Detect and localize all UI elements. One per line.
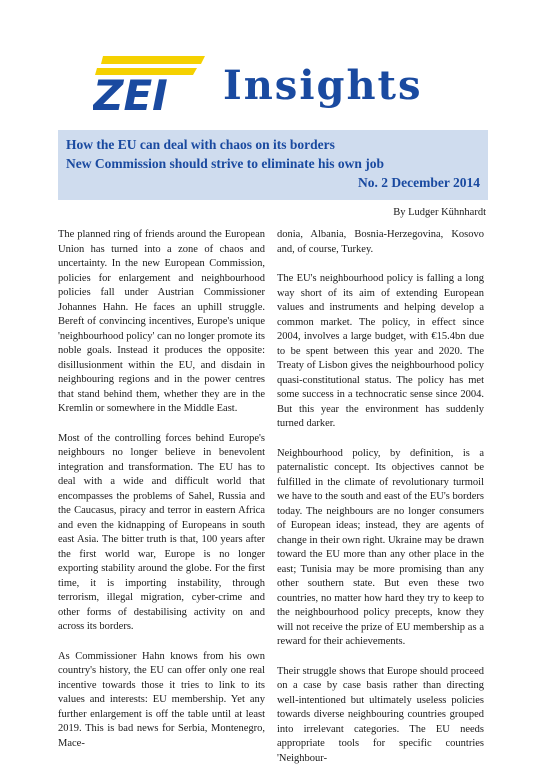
title-banner: [58, 130, 488, 200]
logo-insights-text: Insights: [223, 62, 423, 109]
paragraph: Neighbourhood policy, by definition, is a paternalistic concept. Its objectives cannot be fulfilled in the climate of revolutionary turmoil we have to the south and east of the EU's borders today. The neighbours are no longer consumers of European ideas; instead, they are agents of change in their own right. Ukraine may be drawn toward the EU more than any other place in the east; Tunisia may be more promising than any other southern state. But even these two countries, no matter how hard they try to keep to the neighbourhood policy precepts, know they will not receive the prize of EU membership as a reward for their achievements.: [277, 447, 484, 647]
paragraph: The planned ring of friends around the European Union has turned into a zone of chaos and uncertainty. In the new European Commission, policies for enlargement and neighbourhood policies fall under Austrian Commissioner Johannes Hahn. He faces an uphill struggle. Bereft of convincing incentives, Europe's unique 'neighbourhood policy' can no longer promote its noble goals. Instead it produces the opposite: disillusionment within the EU, and disdain in neighbouring regions and in the power centres that stand behind them, whether they are in the Kremlin or somewhere in the Middle East.: [58, 229, 265, 414]
left-column: [58, 228, 265, 766]
subheadline: New Commission should strive to eliminate his own job: [66, 156, 385, 171]
zei-logo-mark: [93, 50, 213, 112]
right-column: [277, 228, 484, 781]
paragraph: Their struggle shows that Europe should proceed on a case by case basis rather than directing well-intentioned but ultimately useless policies towards diverse neighbouring countries grouped into irrelevant categories. The EU needs appropriate tools for specific countries 'Neighbour-: [277, 665, 484, 764]
paragraph: The EU's neighbourhood policy is falling a long way short of its aim of extending European values and instruments and helping develop a common market. The policy, in effect since 2004, involves a large budget, with €15.4bn due to be spent between this year and 2020. The Treaty of Lisbon gives the neighbourhood policy quasi-constitutional status. The policy has met some success in a technocratic sense since 2004. But this year the environment has suddenly turned darker.: [277, 273, 484, 429]
paragraph: donia, Albania, Bosnia-Herzegovina, Kosovo and, of course, Turkey.: [277, 229, 484, 255]
logo-mark-text: ZEI: [93, 71, 168, 112]
zei-insights-logo: [93, 42, 423, 112]
issue-number: No. 2 December 2014: [358, 175, 480, 190]
paragraph: Most of the controlling forces behind Europe's neighbours no longer believe in benevolent integration and transformation. The EU has to deal with a wide and difficult world that encompasses the problems of Sahel, Russia and the Caucasus, piracy and terror in eastern Africa and even the kidnapping of Europeans in south east Asia. The bitter truth is that, 100 years after the first world war, Europe is no longer exporting stability around the globe. For the first time, it is importing instability, through terrorism, illegal migration, cyber-crime and other forms of destabilising activity on and across its borders.: [58, 432, 265, 632]
headline: How the EU can deal with chaos on its borders: [66, 137, 335, 152]
author-byline: By Ludger Kühnhardt: [393, 207, 486, 218]
paragraph: As Commissioner Hahn knows from his own country's history, the EU can offer only one real incentive towards those it tries to link to its values and interests: EU membership. Yet any further enlargement is off the table until at least 2019. This is bad news for Serbia, Montenegro, Mace-: [58, 650, 265, 749]
